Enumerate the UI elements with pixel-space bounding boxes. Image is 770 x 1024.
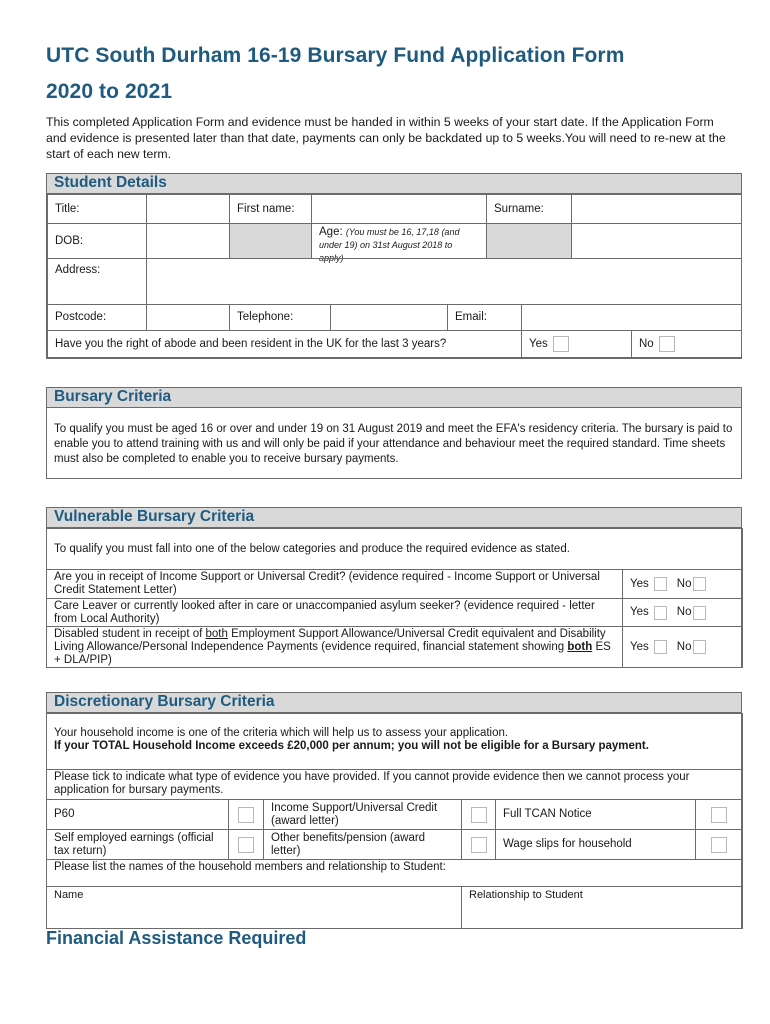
telephone-input[interactable] [330, 304, 448, 331]
vulnerable-item-3-no-checkbox[interactable] [693, 640, 706, 654]
age-input[interactable] [571, 223, 742, 259]
evidence-p60-label: P60 [46, 799, 229, 830]
residency-question: Have you the right of abode and been resident in the UK for the last 3 years? [47, 330, 522, 358]
student-details-header [47, 174, 741, 194]
household-instruction: Please list the names of the household members and relationship to Student: [46, 859, 743, 887]
email-input[interactable] [521, 304, 742, 331]
bursary-criteria-text: To qualify you must be aged 16 or over and under 19 on 31 August 2019 and meet the EFA's residency criteria. The bursary is paid to enable you to attend training with us and will only be paid if your attendance and behaviour meet the required standard. Time sheets must also be completed to enable you to receive bursary payments. [54, 423, 733, 465]
yes-label: Yes [630, 640, 649, 653]
household-name-field[interactable]: Name [46, 886, 462, 929]
household-income-intro: Your household income is one of the criteria which will help us to assess your application. [54, 727, 509, 739]
household-relationship-field[interactable]: Relationship to Student [461, 886, 743, 929]
residency-yes-label: Yes [529, 337, 548, 350]
vulnerable-item-3 [46, 626, 623, 668]
evidence-instruction: Please tick to indicate what type of evidence you have provided. If you cannot provide evidence then we cannot process your application for bursary payments. [46, 769, 743, 800]
address-input[interactable] [146, 258, 742, 305]
age-label-cell [311, 223, 487, 263]
no-label: No [676, 640, 692, 653]
evidence-self-employed-cell [228, 829, 264, 860]
dob-label: DOB: [47, 223, 147, 259]
evidence-other-benefits-label: Other benefits/pension (award letter) [263, 829, 462, 860]
item-text-bold-underlined: both [567, 641, 593, 653]
title-label: Title: [47, 194, 147, 224]
residency-no-label: No [639, 337, 654, 350]
vulnerable-item-3-yes-checkbox[interactable] [654, 640, 667, 654]
evidence-income-support-label: Income Support/Universal Credit (award letter) [263, 799, 462, 830]
yes-label: Yes [630, 577, 649, 590]
page-subtitle-year: 2020 to 2021 [46, 80, 173, 103]
evidence-wage-slips-cell [695, 829, 743, 860]
vulnerable-criteria-header [47, 508, 741, 528]
vulnerable-criteria-heading: Vulnerable Bursary Criteria [54, 508, 255, 525]
page-title: UTC South Durham 16-19 Bursary Fund Application Form [46, 44, 625, 67]
evidence-income-support-cell [461, 799, 496, 830]
residency-no-cell [631, 330, 742, 358]
evidence-wage-slips-label: Wage slips for household [495, 829, 696, 860]
discretionary-criteria-section [46, 692, 742, 929]
evidence-other-benefits-checkbox[interactable] [471, 837, 487, 853]
residency-yes-cell [521, 330, 632, 358]
evidence-income-support-checkbox[interactable] [471, 807, 487, 823]
bursary-criteria-header [47, 388, 741, 408]
vulnerable-item-3-yesno [622, 626, 743, 668]
dob-input[interactable] [146, 223, 230, 259]
vulnerable-item-1-yesno [622, 569, 743, 599]
no-label: No [676, 606, 692, 618]
vulnerable-item-2-no-checkbox[interactable] [693, 606, 706, 620]
vulnerable-intro: To qualify you must fall into one of the below categories and produce the required evidence as stated. [46, 528, 743, 570]
vulnerable-item-1: Are you in receipt of Income Support or Universal Credit? (evidence required - Income Support or Universal Credit Statement Letter) [46, 569, 623, 599]
evidence-tcan-checkbox[interactable] [711, 807, 727, 823]
residency-no-checkbox[interactable] [659, 336, 675, 352]
item-text: Employment Support Allowance/Universal Credit equivalent and Disability Living Allowance/Personal Independence Payments (evidence required, financial statement showing [54, 628, 606, 653]
bursary-criteria-heading: Bursary Criteria [54, 388, 172, 405]
financial-assistance-heading: Financial Assistance Required [46, 928, 307, 948]
evidence-other-benefits-cell [461, 829, 496, 860]
surname-label: Surname: [486, 194, 572, 224]
evidence-p60-cell [228, 799, 264, 830]
surname-input[interactable] [571, 194, 742, 224]
shaded-cell [486, 223, 572, 259]
email-label: Email: [447, 304, 522, 331]
item-text: Disabled student in receipt of [54, 628, 206, 640]
first-name-label: First name: [229, 194, 312, 224]
evidence-tcan-label: Full TCAN Notice [495, 799, 696, 830]
telephone-label: Telephone: [229, 304, 331, 331]
item-text-underlined: both [205, 628, 228, 640]
yes-label: Yes [630, 606, 649, 618]
age-label: Age: [319, 226, 343, 238]
title-input[interactable] [146, 194, 230, 224]
vulnerable-criteria-section [46, 507, 742, 668]
vulnerable-item-1-no-checkbox[interactable] [693, 577, 706, 591]
discretionary-criteria-heading: Discretionary Bursary Criteria [54, 693, 275, 710]
bursary-criteria-section [46, 387, 742, 479]
vulnerable-item-1-yes-checkbox[interactable] [654, 577, 667, 591]
no-label: No [676, 577, 692, 590]
vulnerable-item-2: Care Leaver or currently looked after in care or unaccompanied asylum seeker? (evidence required - letter from Local Authority) [46, 598, 623, 627]
shaded-cell [229, 223, 312, 259]
income-threshold-warning: If your TOTAL Household Income exceeds £20,000 per annum; you will not be eligible for a Bursary payment. [54, 740, 649, 752]
vulnerable-item-2-yesno [622, 598, 743, 627]
postcode-input[interactable] [146, 304, 230, 331]
residency-yes-checkbox[interactable] [553, 336, 569, 352]
household-income-note [46, 713, 743, 770]
evidence-wage-slips-checkbox[interactable] [711, 837, 727, 853]
age-note: (You must be 16, 17,18 (and under 19) on 31st August 2018 to apply) [319, 227, 460, 263]
student-details-section [46, 173, 742, 359]
evidence-tcan-cell [695, 799, 743, 830]
evidence-p60-checkbox[interactable] [238, 807, 254, 823]
vulnerable-item-2-yes-checkbox[interactable] [654, 606, 667, 620]
evidence-self-employed-checkbox[interactable] [238, 837, 254, 853]
postcode-label: Postcode: [47, 304, 147, 331]
item-text: ES + DLA/PIP) [54, 641, 611, 666]
discretionary-criteria-header [47, 693, 741, 713]
address-label: Address: [47, 258, 147, 305]
intro-text: This completed Application Form and evidence must be handed in within 5 weeks of your start date. If the Application Form and evidence is presented later than that date, payments can only be backdated up to 5 weeks.You will need to re-new at the start of each new term. [46, 115, 726, 161]
evidence-self-employed-label: Self employed earnings (official tax return) [46, 829, 229, 860]
student-details-heading: Student Details [54, 174, 167, 191]
first-name-input[interactable] [311, 194, 487, 224]
